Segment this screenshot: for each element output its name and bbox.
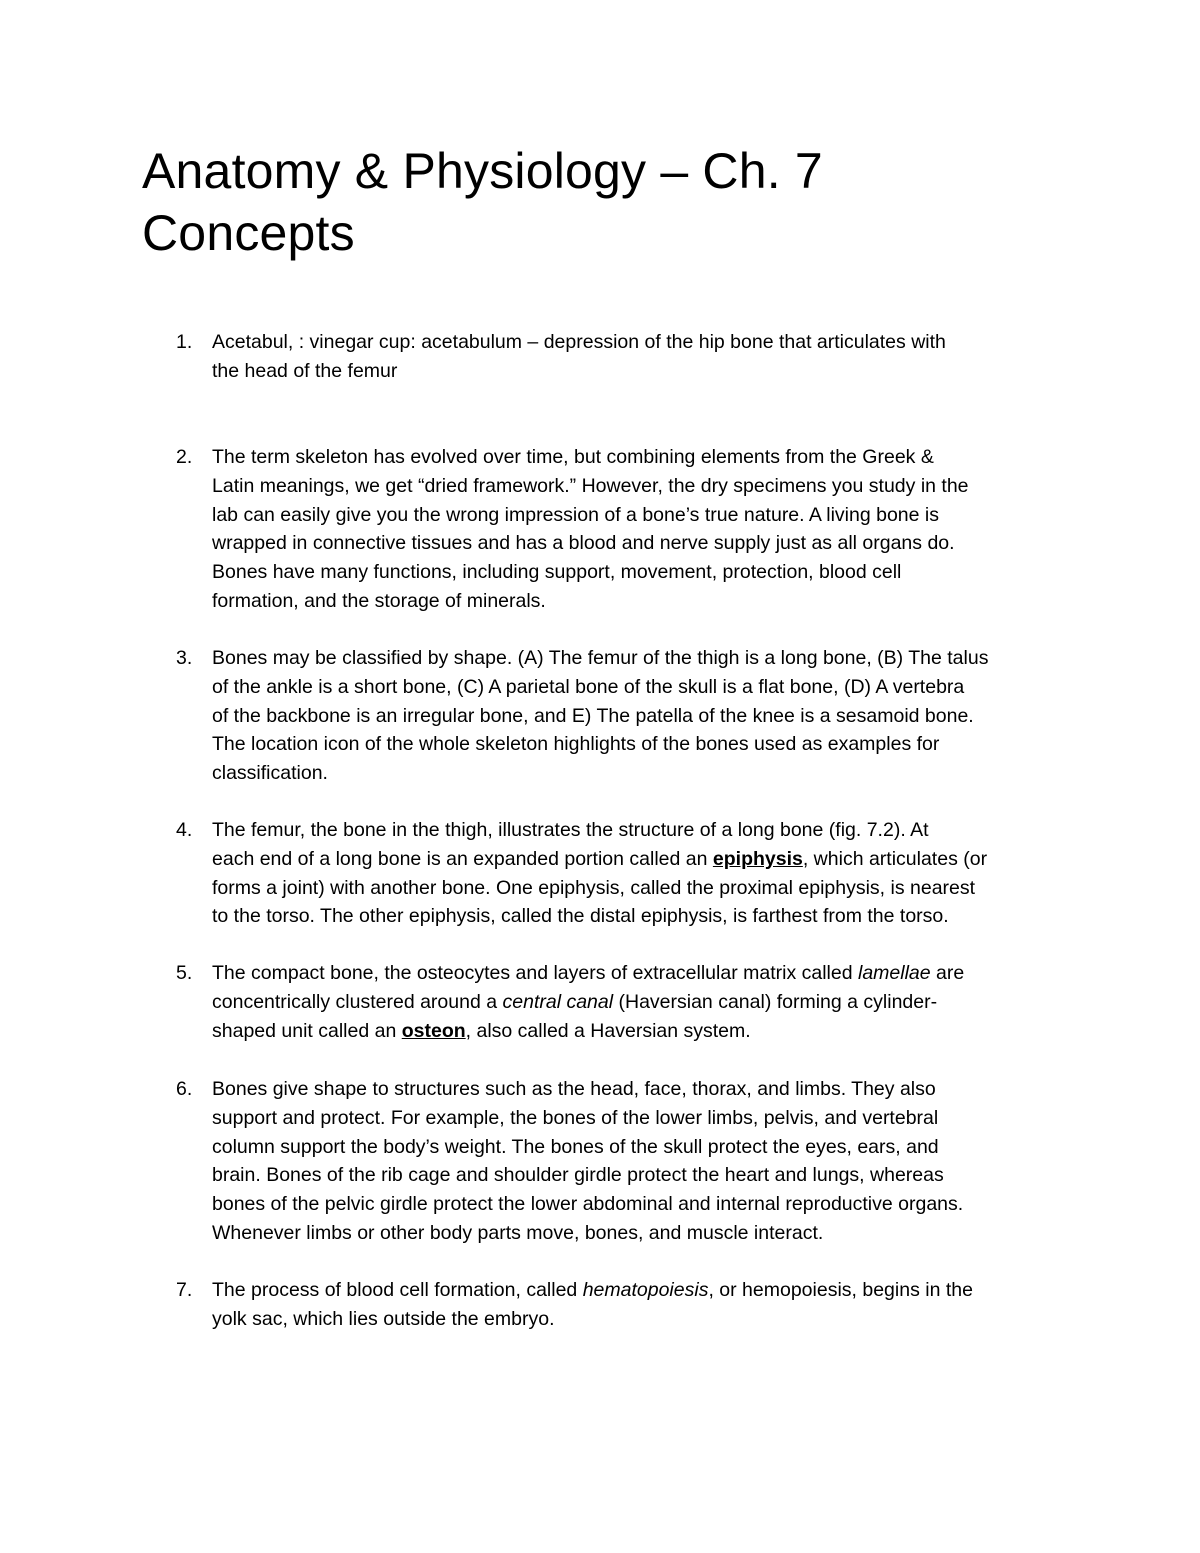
item-line: classification. <box>212 762 328 785</box>
item-line: Latin meanings, we get “dried framework.” However, the dry specimens you study in the <box>212 474 969 497</box>
item-line: The term skeleton has evolved over time, but combining elements from the Greek & <box>212 446 934 468</box>
term-osteon: osteon <box>401 1019 466 1042</box>
term-lamellae: lamellae <box>858 962 931 984</box>
item-text <box>212 328 1068 386</box>
term-central-canal: central canal <box>502 990 614 1013</box>
item-number: 1. <box>176 331 193 353</box>
item-line <box>212 1017 1068 1046</box>
item-number: 4. <box>176 819 193 841</box>
item-line: Bones have many functions, including support, movement, protection, blood cell <box>212 561 902 584</box>
text-segment: , also called a Haversian system. <box>465 1019 751 1042</box>
item-line: formation, and the storage of minerals. <box>212 589 546 612</box>
term-epiphysis: epiphysis <box>712 847 803 870</box>
item-line <box>212 959 1068 988</box>
text-segment: concentrically clustered around a <box>212 990 503 1013</box>
item-line: column support the body’s weight. The bones of the skull protect the eyes, ears, and <box>212 1135 939 1158</box>
item-text <box>212 959 1068 1045</box>
item-line <box>212 1276 1068 1305</box>
text-segment: each end of a long bone is an expanded portion called an <box>212 847 713 870</box>
text-segment: , or hemopoiesis, begins in the <box>708 1279 973 1301</box>
item-line: of the ankle is a short bone, (C) A parietal bone of the skull is a flat bone, (D) A vertebra <box>212 675 965 698</box>
item-line: brain. Bones of the rib cage and shoulder girdle protect the heart and lungs, whereas <box>212 1164 944 1187</box>
item-line <box>212 845 1068 874</box>
item-number: 5. <box>176 962 193 984</box>
item-text <box>212 816 1068 931</box>
text-segment: , which articulates (or <box>802 847 988 870</box>
text-segment: The compact bone, the osteocytes and layers of extracellular matrix called <box>212 962 858 984</box>
item-line: Bones may be classified by shape. (A) The femur of the thigh is a long bone, (B) The talus <box>212 647 989 669</box>
item-line: the head of the femur <box>212 359 398 382</box>
item-line: forms a joint) with another bone. One epiphysis, called the proximal epiphysis, is nearest <box>212 876 976 899</box>
text-segment: The process of blood cell formation, called <box>212 1279 583 1301</box>
item-line: The location icon of the whole skeleton highlights of the bones used as examples for <box>212 733 940 756</box>
item-number: 6. <box>176 1078 193 1100</box>
page-title <box>142 140 1042 264</box>
item-line: lab can easily give you the wrong impression of a bone’s true nature. A living bone is <box>212 503 939 526</box>
item-text <box>212 443 1068 616</box>
item-line: wrapped in connective tissues and has a blood and nerve supply just as all organs do. <box>212 532 955 555</box>
text-segment: are <box>930 962 965 984</box>
item-line: Bones give shape to structures such as the head, face, thorax, and limbs. They also <box>212 1078 936 1100</box>
item-text <box>212 1075 1068 1248</box>
item-number: 7. <box>176 1279 193 1301</box>
item-number: 2. <box>176 446 193 468</box>
item-line: support and protect. For example, the bones of the lower limbs, pelvis, and vertebral <box>212 1106 939 1129</box>
item-text <box>212 644 1068 788</box>
title-line-1: Anatomy & Physiology – Ch. 7 <box>142 143 823 199</box>
item-line: The femur, the bone in the thigh, illustrates the structure of a long bone (fig. 7.2). At <box>212 819 929 841</box>
item-line: Acetabul, : vinegar cup: acetabulum – depression of the hip bone that articulates with <box>212 331 946 353</box>
item-text <box>212 1276 1068 1334</box>
item-line: Whenever limbs or other body parts move, bones, and muscle interact. <box>212 1221 824 1244</box>
text-segment: shaped unit called an <box>212 1019 402 1042</box>
text-segment: (Haversian canal) forming a cylinder- <box>613 990 938 1013</box>
item-number: 3. <box>176 647 193 669</box>
item-line: yolk sac, which lies outside the embryo. <box>212 1307 555 1330</box>
item-line <box>212 988 1068 1017</box>
title-line-2: Concepts <box>142 205 355 261</box>
item-line: to the torso. The other epiphysis, called the distal epiphysis, is farthest from the torso. <box>212 905 949 928</box>
item-line: of the backbone is an irregular bone, and E) The patella of the knee is a sesamoid bone. <box>212 704 974 727</box>
item-line: bones of the pelvic girdle protect the lower abdominal and internal reproductive organs. <box>212 1193 964 1216</box>
term-hematopoiesis: hematopoiesis <box>582 1279 709 1301</box>
